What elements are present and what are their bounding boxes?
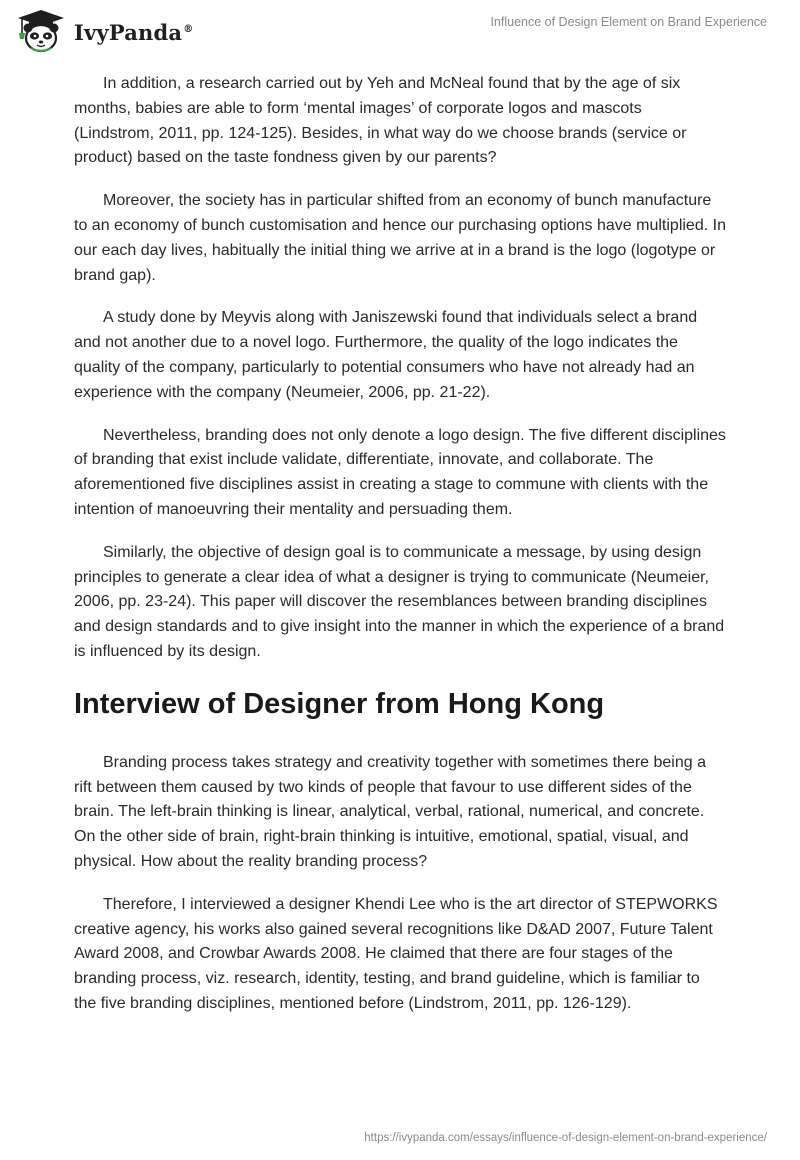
registered-mark: ® bbox=[183, 23, 194, 35]
essay-body bbox=[74, 72, 726, 1035]
paragraph: Nevertheless, branding does not only denote a logo design. The five different disciplines of branding that exist include validate, differentiate, innovate, and collaborate. The aforementioned five disciplines assist in creating a stage to commune with clients with the intention of manoeuvring their mentality and persuading them. bbox=[74, 426, 726, 518]
document-title: Influence of Design Element on Brand Experience bbox=[490, 15, 767, 29]
paragraph: Moreover, the society has in particular shifted from an economy of bunch manufacture to an economy of bunch customisation and hence our purchasing options have multiplied. In our each day lives, habitually the initial thing we arrive at in a brand is the logo (logotype or brand gap). bbox=[74, 192, 726, 284]
paragraph: Branding process takes strategy and creativity together with sometimes there being a rift between them caused by two kinds of people that favour to use different sides of the brain. The left-brain thinking is linear, analytical, verbal, rational, numerical, and concrete. On the other side of brain, right-brain thinking is intuitive, emotional, spatial, visual, and physical. How about the reality branding process? bbox=[74, 753, 706, 870]
paragraph: Similarly, the objective of design goal is to communicate a message, by using design principles to generate a clear idea of what a designer is trying to communicate (Neumeier, 2006, pp. 23-24). This paper will discover the resemblances between branding disciplines and design standards and to give insight into the manner in which the experience of a brand is influenced by its design. bbox=[74, 543, 725, 660]
section-heading: Interview of Designer from Hong Kong bbox=[74, 687, 605, 720]
brand-name: IvyPanda® bbox=[74, 19, 194, 45]
paragraph: In addition, a research carried out by Yeh and McNeal found that by the age of six months, babies are able to form ‘mental images’ of corporate logos and mascots (Lindstrom, 2011, pp. 124-125). Besides, in what way do we choose brands (service or product) based on the taste fondness given by our parents? bbox=[74, 75, 687, 167]
brand-logo[interactable] bbox=[14, 8, 193, 54]
paragraph: Therefore, I interviewed a designer Khendi Lee who is the art director of STEPWORKS creative agency, his works also gained several recognitions like D&AD 2007, Future Talent Award 2008, and Crowbar Awards 2008. He claimed that there are four stages of the branding process, viz. research, identity, testing, and brand guideline, which is familiar to the five branding disciplines, mentioned before (Lindstrom, 2011, pp. 126-129). bbox=[74, 895, 718, 1012]
paragraph: A study done by Meyvis along with Janiszewski found that individuals select a brand and not another due to a novel logo. Furthermore, the quality of the logo indicates the quality of the company, particularly to potential consumers who have not already had an experience with the company (Neumeier, 2006, pp. 21-22). bbox=[74, 309, 698, 401]
panda-graduate-icon bbox=[14, 8, 68, 54]
page-header bbox=[0, 0, 800, 62]
source-url[interactable]: https://ivypanda.com/essays/influence-of-design-element-on-brand-experience/ bbox=[364, 1132, 767, 1144]
